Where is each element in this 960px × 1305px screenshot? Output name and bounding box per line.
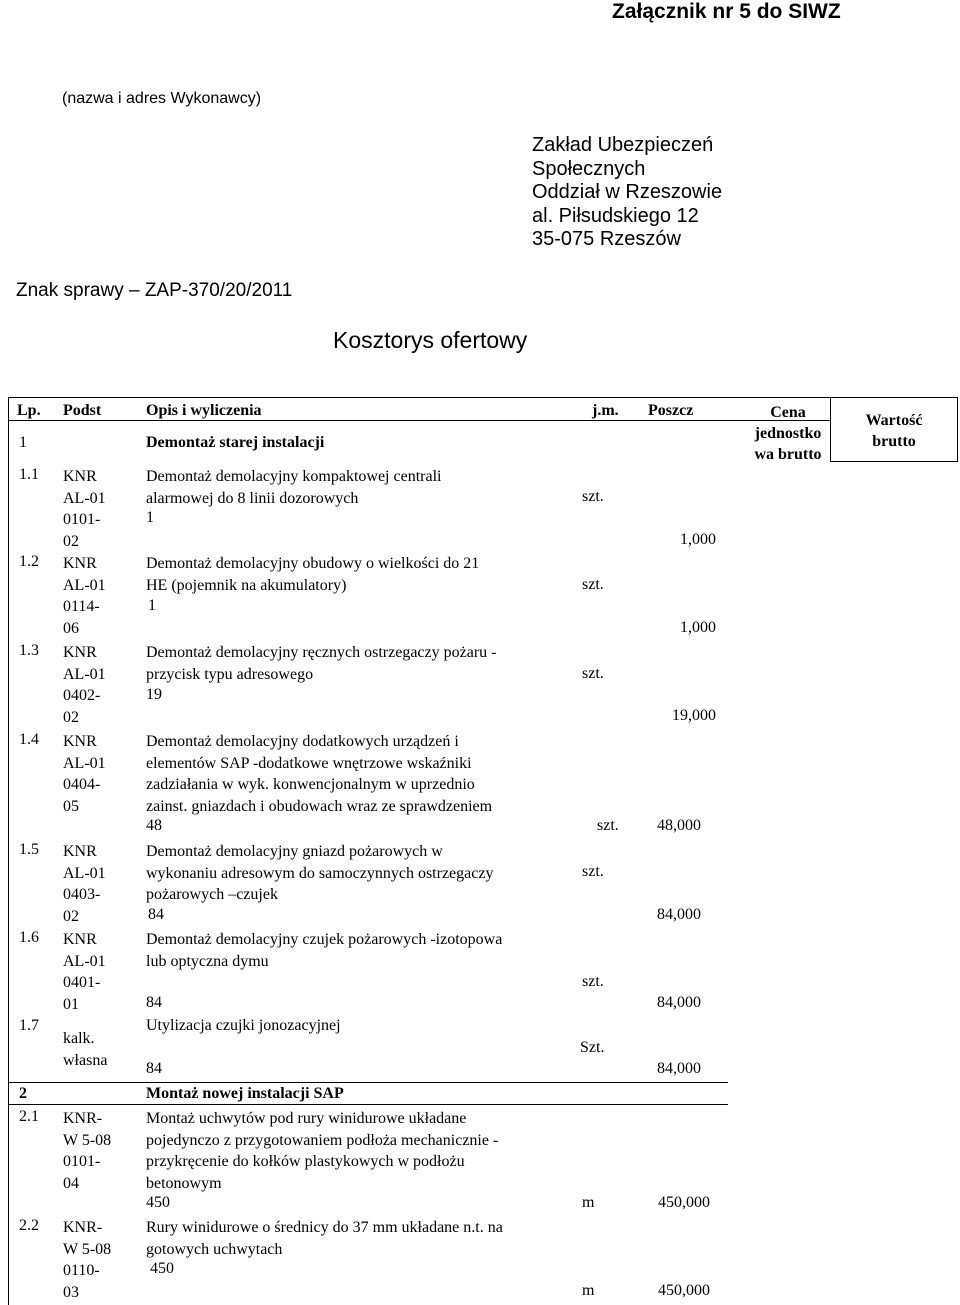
row-calc: 19 [146,686,162,703]
row-description: Demontaż demolacyjny kompaktowej centrali alarmowej do 8 linii dozorowych [146,468,442,507]
row-basis: KNR AL-01 0101- 02 [63,468,106,550]
row-basis: KNR- W 5-08 0101- 04 [63,1110,112,1192]
row-quantity: 19,000 [672,707,716,724]
row-description: Utylizacja czujki jonozacyjnej [146,1017,341,1034]
column-header-unit: j.m. [592,402,619,419]
row-calc: 48 [146,817,162,834]
row-unit: m [582,1282,595,1299]
row-basis: KNR AL-01 0404- 05 [63,733,106,815]
row-calc: 1 [148,597,156,614]
row-basis: KNR AL-01 0403- 02 [63,843,106,925]
row-lp: 1.7 [19,1017,39,1034]
row-unit: Szt. [580,1039,605,1056]
row-quantity: 1,000 [680,619,716,636]
addressee-line: Społecznych [532,157,646,180]
row-description: Demontaż demolacyjny dodatkowych urządzeń i elementów SAP -dodatkowe wnętrzowe wskaźniki zadziałania w wyk. konwencjonalnym w uprzednio zainst. gniazdach i obudowach wraz ze sprawdzeniem [146,733,493,815]
column-header-unit-price: Cena jednostko wa brutto [754,404,822,463]
row-calc: 1 [146,509,154,526]
row-unit: szt. [582,576,604,593]
row-quantity: 84,000 [657,1060,701,1077]
row-calc: 450 [150,1260,174,1277]
row-description: Montaż uchwytów pod rury winidurowe układane pojedynczo z przygotowaniem podłoża mechanicznie - przykręcenie do kołków plastykowych w podłożu betonowym [146,1110,499,1192]
row-lp: 2.1 [19,1108,39,1125]
column-header-lp: Lp. [17,402,41,419]
column-header-quantity: Poszcz [648,402,694,419]
section-divider [8,1082,728,1083]
addressee-line: al. Piłsudskiego 12 [532,204,699,227]
row-quantity: 450,000 [658,1282,710,1299]
row-description: Rury winidurowe o średnicy do 37 mm układane n.t. na gotowych uchwytach [146,1219,503,1258]
section-number: 1 [19,434,27,451]
row-basis: KNR AL-01 0114- 06 [63,555,106,637]
row-basis: KNR- W 5-08 0110- 03 [63,1219,112,1301]
section-divider [8,1104,728,1105]
row-unit: szt. [582,665,604,682]
contractor-placeholder: (nazwa i adres Wykonawcy) [62,90,262,107]
row-basis: kalk. własna [63,1030,108,1069]
row-lp: 1.2 [19,553,39,570]
row-basis: KNR AL-01 0402- 02 [63,644,106,726]
row-lp: 2.2 [19,1217,39,1234]
section-title: Demontaż starej instalacji [146,434,325,451]
row-basis: KNR AL-01 0401- 01 [63,931,106,1013]
row-lp: 1.4 [19,731,39,748]
row-unit: szt. [582,863,604,880]
row-description: Demontaż demolacyjny ręcznych ostrzegaczy pożaru - przycisk typu adresowego [146,644,497,683]
row-description: Demontaż demolacyjny gniazd pożarowych w wykonaniu adresowym do samoczynnych ostrzegaczy pożarowych –czujek [146,843,494,903]
row-lp: 1.6 [19,929,39,946]
row-unit: m [582,1194,595,1211]
row-lp: 1.3 [19,642,39,659]
row-quantity: 450,000 [658,1194,710,1211]
row-calc: 84 [146,1060,162,1077]
row-lp: 1.1 [19,466,39,483]
column-header-value: Wartość brutto [865,412,923,450]
row-lp: 1.5 [19,841,39,858]
row-unit: szt. [597,817,619,834]
attachment-title: Załącznik nr 5 do SIWZ [612,0,841,23]
addressee-line: Oddział w Rzeszowie [532,181,723,203]
addressee-line: Zakład Ubezpieczeń [532,134,714,156]
document-title: Kosztorys ofertowy [333,327,528,353]
header-divider [8,420,830,421]
row-calc: 450 [146,1194,170,1211]
row-unit: szt. [582,488,604,505]
row-unit: szt. [582,973,604,990]
addressee-block [532,134,722,252]
addressee-line: 35-075 Rzeszów [532,228,681,250]
column-header-basis: Podst [63,402,102,419]
row-description: Demontaż demolacyjny czujek pożarowych -izotopowa lub optyczna dymu [146,931,503,970]
row-quantity: 48,000 [657,817,701,834]
row-quantity: 1,000 [680,531,716,548]
row-quantity: 84,000 [657,994,701,1011]
case-number: Znak sprawy – ZAP-370/20/2011 [16,280,293,301]
row-quantity: 84,000 [657,906,701,923]
section-number: 2 [19,1085,27,1102]
row-calc: 84 [146,994,162,1011]
column-header-description: Opis i wyliczenia [146,402,262,419]
row-calc: 84 [148,906,164,923]
section-title: Montaż nowej instalacji SAP [146,1085,344,1102]
row-description: Demontaż demolacyjny obudowy o wielkości do 21 HE (pojemnik na akumulatory) [146,555,480,594]
